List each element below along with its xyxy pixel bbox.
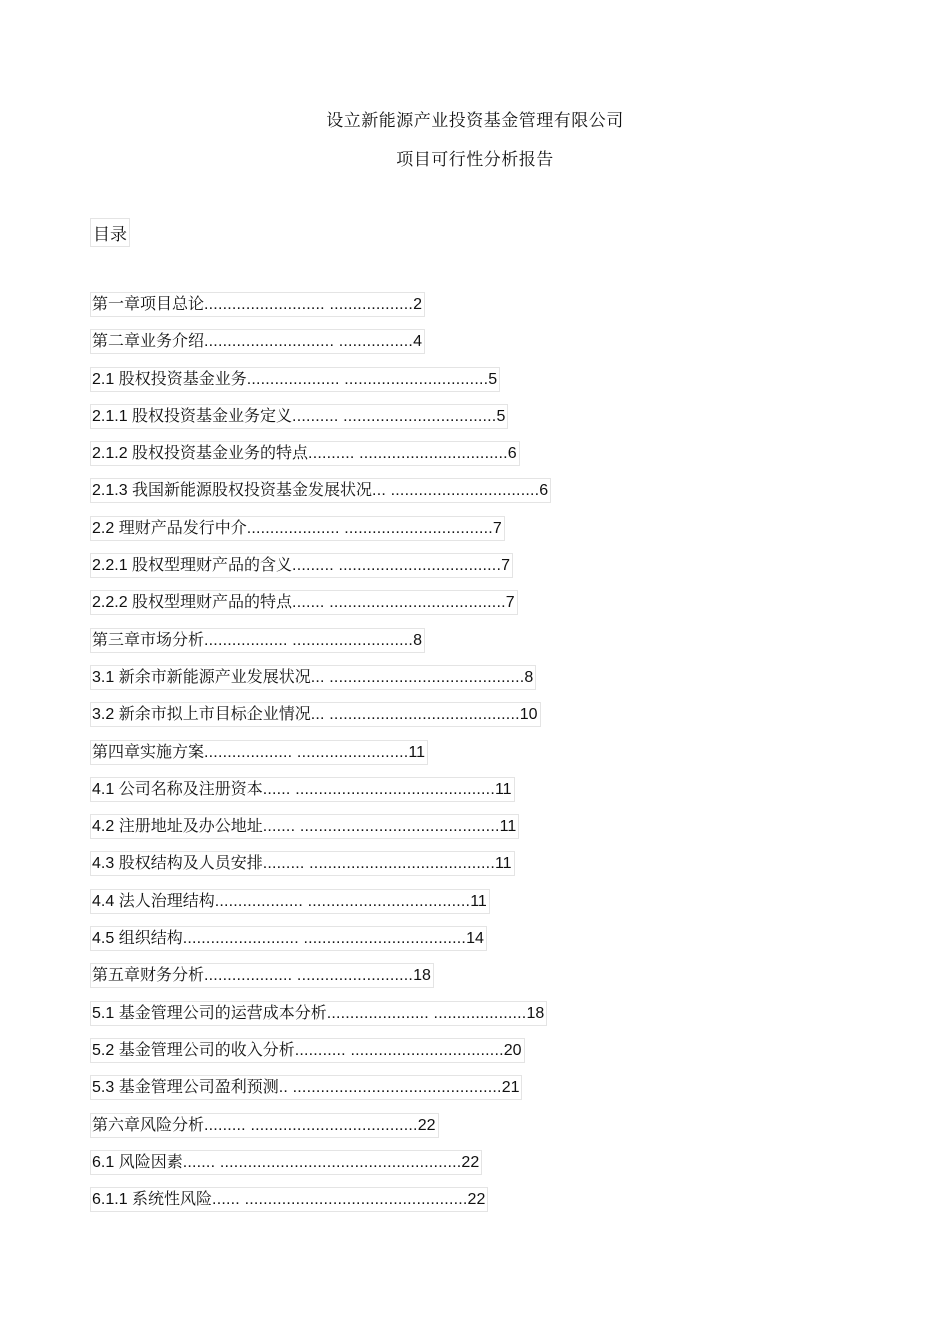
toc-entry-link[interactable] — [90, 478, 551, 503]
toc-leader-dots: ................... ......................... — [204, 967, 414, 985]
toc-section-title: 我国新能源股权投资基金发展状况 — [132, 480, 373, 500]
toc-page-number: 20 — [503, 1041, 522, 1059]
toc-section-title: 基金管理公司盈利预测 — [118, 1077, 279, 1097]
toc-section-title: 基金管理公司的运营成本分析 — [118, 1002, 327, 1022]
toc-page-number: 11 — [470, 892, 487, 910]
toc-section-title: 第四章实施方案 — [92, 741, 205, 761]
toc-item — [90, 926, 551, 963]
toc-section-number: 2.1.2 — [92, 445, 133, 463]
toc-heading: 目录 — [90, 218, 130, 247]
toc-leader-dots: ... ......................................... — [310, 706, 520, 724]
toc-leader-dots: ... .......................................... — [310, 668, 525, 686]
toc-section-title: 股权结构及人员安排 — [118, 853, 263, 873]
toc-entry-link[interactable] — [90, 367, 500, 392]
toc-section-title: 股权投资基金业务 — [118, 368, 247, 388]
toc-leader-dots: ........... ................................. — [294, 1041, 504, 1059]
toc-leader-dots: .................... ............................... — [246, 370, 489, 388]
toc-section-title: 第一章项目总论 — [92, 294, 205, 313]
toc-item — [90, 292, 551, 329]
toc-page-number: 11 — [494, 780, 512, 798]
toc-page-number: 6 — [507, 445, 517, 463]
toc-section-number: 4.1 — [92, 780, 119, 798]
toc-leader-dots: ................... ................................... — [214, 892, 471, 910]
toc-section-title: 第二章业务介绍 — [92, 331, 205, 351]
toc-entry-link[interactable] — [90, 553, 513, 578]
toc-section-number: 6.1.1 — [92, 1191, 133, 1209]
toc-item — [90, 1075, 551, 1112]
toc-entry-link[interactable] — [90, 1001, 547, 1026]
toc-item — [90, 1038, 551, 1075]
toc-page-number: 4 — [413, 333, 422, 351]
toc-section-number: 2.2.1 — [92, 557, 133, 575]
toc-section-number: 2.1.3 — [92, 482, 133, 500]
toc-leader-dots: ...... ........................................... — [262, 780, 495, 798]
toc-page-number: 22 — [467, 1191, 486, 1209]
toc-section-number: 4.4 — [92, 892, 119, 910]
toc-item — [90, 367, 551, 404]
table-of-contents — [90, 292, 551, 1224]
toc-section-number: 2.1 — [92, 370, 119, 388]
toc-page-number: 21 — [501, 1079, 520, 1097]
toc-item — [90, 1113, 551, 1150]
toc-section-title: 股权型理财产品的特点 — [132, 592, 293, 612]
toc-entry-link[interactable] — [90, 441, 520, 466]
toc-item — [90, 404, 551, 441]
toc-entry-link[interactable] — [90, 926, 487, 951]
toc-leader-dots: ............................ ................ — [204, 333, 414, 351]
toc-leader-dots: .................. .......................... — [204, 631, 414, 649]
toc-section-title: 理财产品发行中介 — [118, 517, 247, 537]
toc-leader-dots: ....... .................................................... — [182, 1153, 462, 1171]
toc-item — [90, 777, 551, 814]
toc-leader-dots: ................... ........................ — [204, 743, 409, 761]
toc-page-number: 11 — [408, 743, 426, 761]
toc-leader-dots: .. ............................................. — [278, 1079, 502, 1097]
toc-leader-dots: ....... ........................................... — [262, 818, 500, 836]
toc-page-number: 10 — [519, 706, 538, 724]
toc-entry-link[interactable] — [90, 889, 490, 914]
document-subtitle: 项目可行性分析报告 — [396, 150, 554, 170]
toc-page-number: 7 — [505, 594, 515, 612]
toc-section-title: 股权型理财产品的含义 — [132, 555, 293, 575]
toc-section-title: 第三章市场分析 — [92, 629, 205, 649]
toc-entry-link[interactable] — [90, 1187, 488, 1212]
toc-item — [90, 665, 551, 702]
toc-section-number: 5.2 — [92, 1041, 119, 1059]
toc-section-title: 新余市拟上市目标企业情况 — [118, 704, 311, 724]
toc-item — [90, 1187, 551, 1224]
toc-section-number: 3.2 — [92, 706, 119, 724]
toc-page-number: 11 — [499, 818, 517, 836]
toc-section-number: 5.3 — [92, 1079, 119, 1097]
toc-entry-link[interactable] — [90, 1075, 522, 1100]
toc-entry-link[interactable] — [90, 292, 425, 317]
toc-page-number: 5 — [496, 407, 506, 425]
toc-page-number: 18 — [413, 967, 431, 985]
toc-entry-link[interactable] — [90, 1150, 482, 1175]
toc-item — [90, 889, 551, 926]
toc-section-title: 法人治理结构 — [118, 890, 215, 910]
toc-item — [90, 590, 551, 627]
toc-entry-link[interactable] — [90, 1113, 439, 1138]
toc-leader-dots: ...... ................................................ — [212, 1191, 468, 1209]
toc-leader-dots: .......... ................................ — [308, 445, 508, 463]
toc-item — [90, 740, 551, 777]
toc-item — [90, 851, 551, 888]
toc-page-number: 22 — [461, 1153, 480, 1171]
toc-section-number: 4.5 — [92, 930, 119, 948]
document-title: 设立新能源产业投资基金管理有限公司 — [326, 111, 624, 131]
toc-entry-link[interactable] — [90, 404, 508, 429]
toc-section-title: 组织结构 — [118, 928, 183, 948]
toc-item — [90, 1150, 551, 1187]
toc-page-number: 6 — [539, 482, 549, 500]
toc-entry-link[interactable] — [90, 628, 425, 653]
toc-page-number: 8 — [413, 631, 422, 649]
toc-page-number: 5 — [488, 370, 498, 388]
toc-section-title: 股权投资基金业务定义 — [132, 405, 293, 425]
toc-page-number: 7 — [492, 519, 502, 537]
toc-entry-link[interactable] — [90, 702, 541, 727]
toc-page-number: 11 — [494, 855, 512, 873]
toc-page-number: 2 — [413, 296, 422, 313]
toc-section-title: 风险因素 — [118, 1151, 183, 1171]
toc-section-title: 股权投资基金业务的特点 — [132, 443, 309, 463]
toc-section-title: 系统性风险 — [132, 1189, 213, 1209]
toc-entry-link[interactable] — [90, 516, 505, 541]
toc-entry-link[interactable] — [90, 777, 515, 802]
toc-section-number: 3.1 — [92, 668, 119, 686]
toc-page-number: 7 — [501, 557, 510, 575]
toc-leader-dots: .......................... .................. — [204, 296, 414, 313]
toc-section-number: 2.2.2 — [92, 594, 133, 612]
toc-page-number: 14 — [466, 930, 484, 948]
toc-entry-link[interactable] — [90, 590, 518, 615]
toc-item — [90, 814, 551, 851]
toc-leader-dots: ......... ................................... — [292, 557, 502, 575]
toc-leader-dots: ......... .................................... — [204, 1116, 418, 1134]
toc-section-number: 6.1 — [92, 1153, 119, 1171]
toc-item — [90, 553, 551, 590]
toc-section-title: 公司名称及注册资本 — [118, 778, 263, 798]
toc-leader-dots: ... ................................ — [372, 482, 540, 500]
toc-item — [90, 516, 551, 553]
toc-entry-link[interactable] — [90, 740, 428, 765]
toc-item — [90, 702, 551, 739]
toc-page-number: 8 — [524, 668, 534, 686]
toc-section-number: 2.2 — [92, 519, 119, 537]
toc-item — [90, 1001, 551, 1038]
toc-leader-dots: ......................... ................................... — [182, 930, 467, 948]
toc-leader-dots: ....... ...................................... — [292, 594, 506, 612]
toc-entry-link[interactable] — [90, 963, 434, 988]
toc-item — [90, 628, 551, 665]
toc-item — [90, 329, 551, 366]
toc-leader-dots: ...................... .................... — [326, 1004, 527, 1022]
toc-page-number: 18 — [526, 1004, 545, 1022]
toc-section-title: 第六章风险分析 — [92, 1114, 205, 1134]
toc-leader-dots: ......... ........................................ — [262, 855, 495, 873]
toc-entry-link[interactable] — [90, 665, 536, 690]
toc-section-number: 2.1.1 — [92, 407, 133, 425]
toc-entry-link[interactable] — [90, 1038, 525, 1063]
toc-entry-link[interactable] — [90, 329, 425, 354]
toc-item — [90, 441, 551, 478]
toc-section-number: 4.2 — [92, 818, 119, 836]
toc-leader-dots: .................... ................................ — [246, 519, 493, 537]
toc-section-title: 新余市新能源产业发展状况 — [118, 666, 311, 686]
toc-section-number: 5.1 — [92, 1004, 119, 1022]
toc-entry-link[interactable] — [90, 851, 515, 876]
toc-section-title: 注册地址及办公地址 — [118, 816, 263, 836]
toc-page-number: 22 — [417, 1116, 436, 1134]
toc-item — [90, 478, 551, 515]
toc-entry-link[interactable] — [90, 814, 519, 839]
toc-section-title: 基金管理公司的收入分析 — [118, 1039, 295, 1059]
toc-section-number: 4.3 — [92, 855, 119, 873]
toc-section-title: 第五章财务分析 — [92, 965, 205, 985]
toc-item — [90, 963, 551, 1000]
toc-leader-dots: .......... ................................. — [292, 407, 497, 425]
